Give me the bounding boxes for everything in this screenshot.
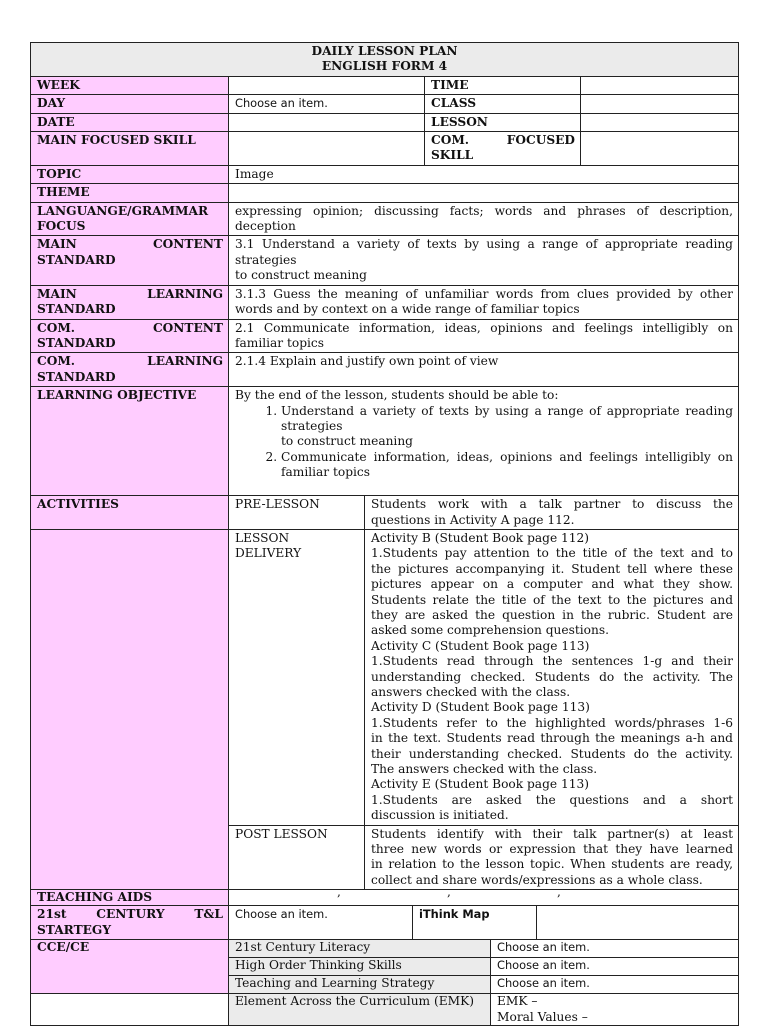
class-field[interactable] — [581, 95, 739, 113]
main-focused-skill-field[interactable] — [229, 132, 425, 166]
pre-lesson-label: PRE-LESSON — [229, 496, 365, 530]
activities-table — [30, 495, 739, 890]
text-line: they are asked the question in the rubric. Student are — [371, 607, 733, 622]
objective-item: 1. Understand a variety of texts by using a range of appropriate reading strategies to construct meaning — [281, 404, 733, 450]
text-line: Students identify with their talk partner(s) at least — [371, 826, 733, 841]
text-line: 1.Students pay attention to the title of the text and to — [371, 546, 733, 561]
text-line: in relation to the lesson topic. When students are ready, — [371, 857, 733, 872]
text-line: Activity D (Student Book page 113) — [371, 700, 590, 715]
ithink-map-field[interactable] — [537, 906, 739, 940]
date-field[interactable] — [229, 113, 425, 131]
century-strategy-label: 21st CENTURY T&L STARTEGY — [31, 906, 229, 940]
cce-strategy-select[interactable]: Choose an item. — [491, 976, 739, 994]
text-line: 1.Students read through the sentences 1-g and their — [371, 654, 733, 669]
text-line: their understanding checked. Students do the activity. — [371, 746, 733, 761]
post-lesson-label: POST LESSON — [229, 825, 365, 890]
objective-item: 2. Communicate information, ideas, opinions and feelings intelligibly on familiar topics — [281, 450, 733, 481]
learning-objective-field[interactable]: By the end of the lesson, students should be able to: 1. Understand a variety of texts by using a range of appropriate reading strategies to construct meaning 2. Communicate information, ideas, opinions and feelings intelligibly on familiar topics — [229, 387, 739, 496]
week-field[interactable] — [229, 76, 425, 94]
lesson-delivery-field[interactable] — [365, 529, 739, 825]
grammar-focus-label: LANGUANGE/GRAMMAR FOCUS — [31, 202, 229, 236]
topic-field[interactable]: Image — [229, 165, 739, 183]
text-line: 1.Students are asked the questions and a short — [371, 792, 733, 807]
cce-emk-label: Element Across the Curriculum (EMK) — [229, 994, 491, 1026]
cce-strategy-label: Teaching and Learning Strategy — [229, 976, 491, 994]
cce-table — [30, 939, 739, 1026]
lesson-field[interactable] — [581, 113, 739, 131]
time-field[interactable] — [581, 76, 739, 94]
text-line: Students relate the title of the text to the pictures and — [371, 592, 733, 607]
text-line: answers checked with the class. — [371, 685, 571, 699]
lesson-plan-body-table — [30, 165, 739, 496]
cce-literacy-select[interactable]: Choose an item. — [491, 940, 739, 958]
text-line: The answers checked with the class. — [371, 762, 598, 777]
com-learning-standard-label: COM. LEARNING STANDARD — [31, 353, 229, 387]
century-strategy-table — [30, 905, 739, 940]
lesson-plan-header-table — [30, 42, 739, 166]
lesson-delivery-label: LESSON DELIVERY — [229, 529, 365, 825]
cce-hots-select[interactable]: Choose an item. — [491, 958, 739, 976]
day-select[interactable]: Choose an item. — [229, 95, 425, 113]
time-label: TIME — [425, 76, 581, 94]
document-title: DAILY LESSON PLAN ENGLISH FORM 4 — [31, 43, 739, 77]
text-line: the pictures accompanying it. Student tell where these — [371, 561, 733, 576]
main-focused-skill-label: MAIN FOCUSED SKILL — [31, 132, 229, 166]
class-label: CLASS — [425, 95, 581, 113]
text-line: Activity C (Student Book page 113) — [371, 638, 590, 653]
main-content-standard-field[interactable]: 3.1 Understand a variety of texts by using a range of appropriate reading strategies to construct meaning — [229, 236, 739, 285]
activities-label: ACTIVITIES — [31, 496, 229, 530]
main-content-standard-label: MAIN CONTENT STANDARD — [31, 236, 229, 285]
text-line: discussion is initiated. — [371, 808, 509, 823]
topic-label: TOPIC — [31, 165, 229, 183]
com-learning-standard-field[interactable]: 2.1.4 Explain and justify own point of view — [229, 353, 739, 387]
lesson-label: LESSON — [425, 113, 581, 131]
century-strategy-select[interactable]: Choose an item. — [229, 906, 413, 940]
cce-label: CCE/CE — [31, 940, 229, 994]
activities-label-spacer — [31, 529, 229, 889]
com-content-standard-field[interactable]: 2.1 Communicate information, ideas, opinions and feelings intelligibly on familiar topics — [229, 319, 739, 353]
text-line: collect and share words/expressions as a whole class. — [371, 872, 703, 887]
pre-lesson-field[interactable]: Students work with a talk partner to discuss the questions in Activity A page 112. — [365, 496, 739, 530]
com-focused-skill-field[interactable] — [581, 132, 739, 166]
week-label: WEEK — [31, 76, 229, 94]
cce-empty-cell — [31, 994, 229, 1026]
com-content-standard-label: COM. CONTENT STANDARD — [31, 319, 229, 353]
cce-emk-field[interactable]: EMK – Moral Values – — [491, 994, 739, 1026]
teaching-aids-label: TEACHING AIDS — [31, 890, 229, 906]
theme-field[interactable] — [229, 184, 739, 202]
text-line: in the text. Students read through the meanings a-h and — [371, 731, 733, 746]
text-line: pictures appear on a computer and what they show. — [371, 577, 733, 592]
text-line: three new words or expression that they have learned — [371, 842, 733, 857]
objective-list — [235, 404, 733, 481]
text-line: Activity E (Student Book page 113) — [371, 777, 589, 792]
cce-literacy-label: 21st Century Literacy — [229, 940, 491, 958]
grammar-focus-field[interactable]: expressing opinion; discussing facts; words and phrases of description, deception — [229, 202, 739, 236]
teaching-aids-table — [30, 889, 739, 906]
main-learning-standard-field[interactable]: 3.1.3 Guess the meaning of unfamiliar words from clues provided by other words and by context on a wide range of familiar topics — [229, 285, 739, 319]
text-line: Activity B (Student Book page 112) — [371, 530, 590, 545]
teaching-aids-field[interactable]: , , , — [229, 890, 739, 906]
date-label: DATE — [31, 113, 229, 131]
text-line: understanding checked. Students do the activity. The — [371, 669, 733, 684]
day-label: DAY — [31, 95, 229, 113]
cce-hots-label: High Order Thinking Skills — [229, 958, 491, 976]
learning-objective-label: LEARNING OBJECTIVE — [31, 387, 229, 496]
text-line: asked some comprehension questions. — [371, 623, 609, 638]
com-focused-skill-label: COM. FOCUSED SKILL — [425, 132, 581, 166]
lesson-plan-document — [30, 42, 738, 1026]
ithink-map-label: iThink Map — [413, 906, 537, 940]
post-lesson-field[interactable] — [365, 825, 739, 890]
main-learning-standard-label: MAIN LEARNING STANDARD — [31, 285, 229, 319]
text-line: 1.Students refer to the highlighted words/phrases 1-6 — [371, 715, 733, 730]
theme-label: THEME — [31, 184, 229, 202]
